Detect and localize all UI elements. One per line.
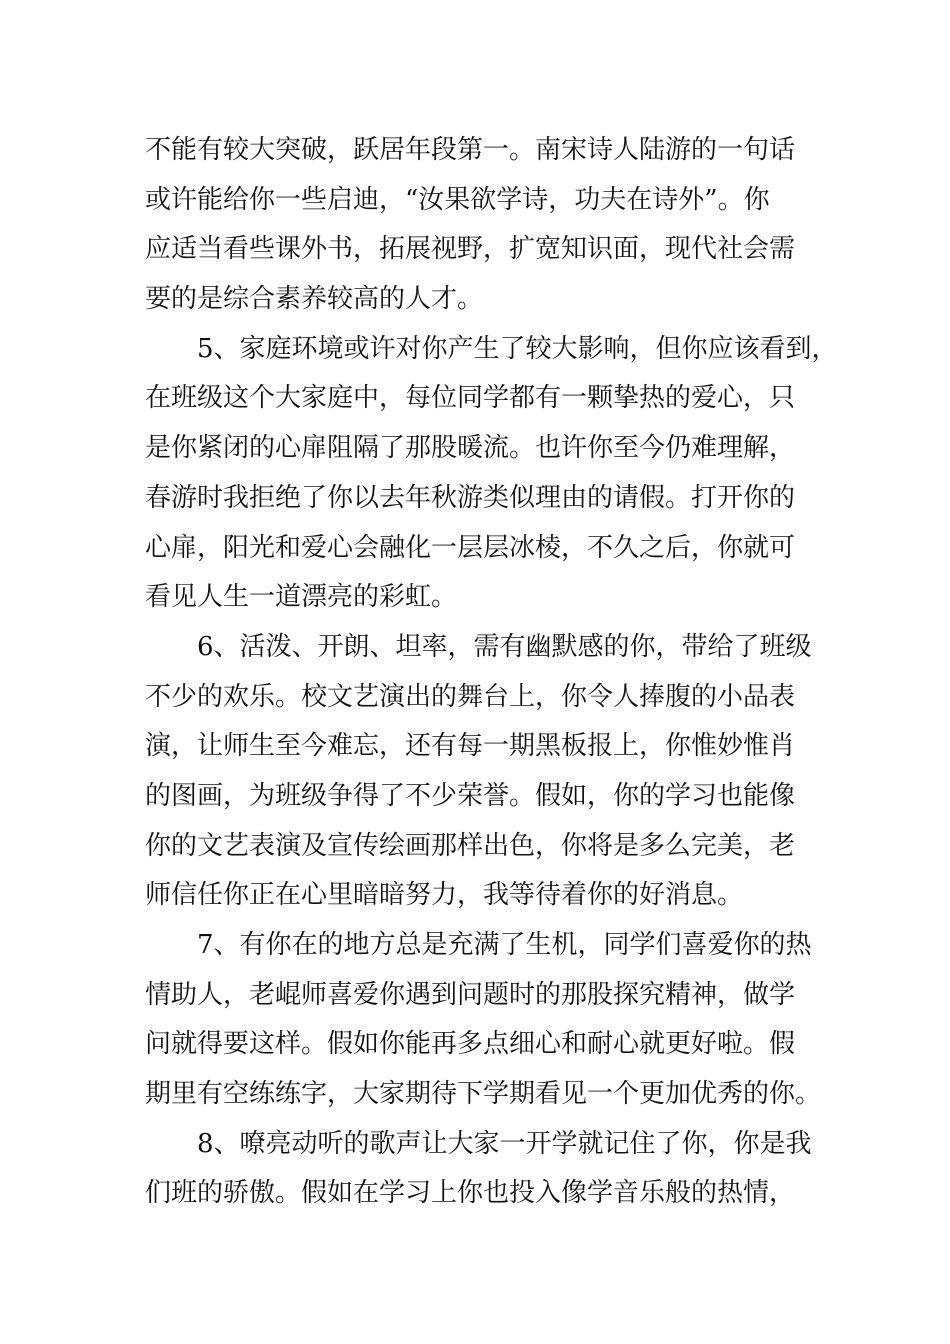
paragraph-start-line: 8、嘹亮动听的歌声让大家一开学就记住了你，你是我 bbox=[197, 1128, 812, 1159]
text-line: 要的是综合素养较高的人才。 bbox=[145, 284, 484, 315]
text-line: 春游时我拒绝了你以去年秋游类似理由的请假。打开你的 bbox=[145, 482, 796, 513]
text-line: 在班级这个大家庭中，每位同学都有一颗挚热的爱心，只 bbox=[145, 383, 796, 414]
text-line: 你的文艺表演及宣传绘画那样出色，你将是多么完美，老 bbox=[145, 830, 796, 861]
text-line: 情助人，老崐师喜爱你遇到问题时的那股探究精神，做学 bbox=[145, 979, 796, 1010]
text-line: 是你紧闭的心扉阻隔了那股暖流。也许你至今仍难理解， bbox=[145, 433, 796, 464]
text-line: 期里有空练练字，大家期待下学期看见一个更加优秀的你。 bbox=[145, 1079, 822, 1110]
paragraph-start-line: 6、活泼、开朗、坦率，需有幽默感的你，带给了班级 bbox=[197, 631, 812, 662]
text-line: 问就得要这样。假如你能再多点细心和耐心就更好啦。假 bbox=[145, 1029, 796, 1060]
text-line: 看见人生一道漂亮的彩虹。 bbox=[145, 582, 458, 613]
text-line: 们班的骄傲。假如在学习上你也投入像学音乐般的热情， bbox=[145, 1178, 796, 1209]
text-line: 心扉，阳光和爱心会融化一层层冰棱，不久之后，你就可 bbox=[145, 532, 796, 563]
text-line: 应适当看些课外书，拓展视野，扩宽知识面，现代社会需 bbox=[145, 234, 796, 265]
text-line: 师信任你正在心里暗暗努力，我等待着你的好消息。 bbox=[145, 880, 744, 911]
text-line: 的图画，为班级争得了不少荣誉。假如，你的学习也能像 bbox=[145, 780, 796, 811]
text-line: 不能有较大突破，跃居年段第一。南宋诗人陆游的一句话 bbox=[145, 135, 796, 165]
paragraph-start-line: 7、有你在的地方总是充满了生机，同学们喜爱你的热 bbox=[197, 930, 812, 960]
text-line: 或许能给你一些启迪，“汝果欲学诗，功夫在诗外”。你 bbox=[145, 184, 770, 215]
document-body bbox=[145, 126, 838, 1219]
paragraph-start-line: 5、家庭环境或许对你产生了较大影响，但你应该看到， bbox=[197, 333, 838, 364]
text-line: 不少的欢乐。校文艺演出的舞台上，你令人捧腹的小品表 bbox=[145, 681, 796, 712]
text-line: 演，让师生至今难忘，还有每一期黑板报上，你惟妙惟肖 bbox=[145, 731, 796, 762]
